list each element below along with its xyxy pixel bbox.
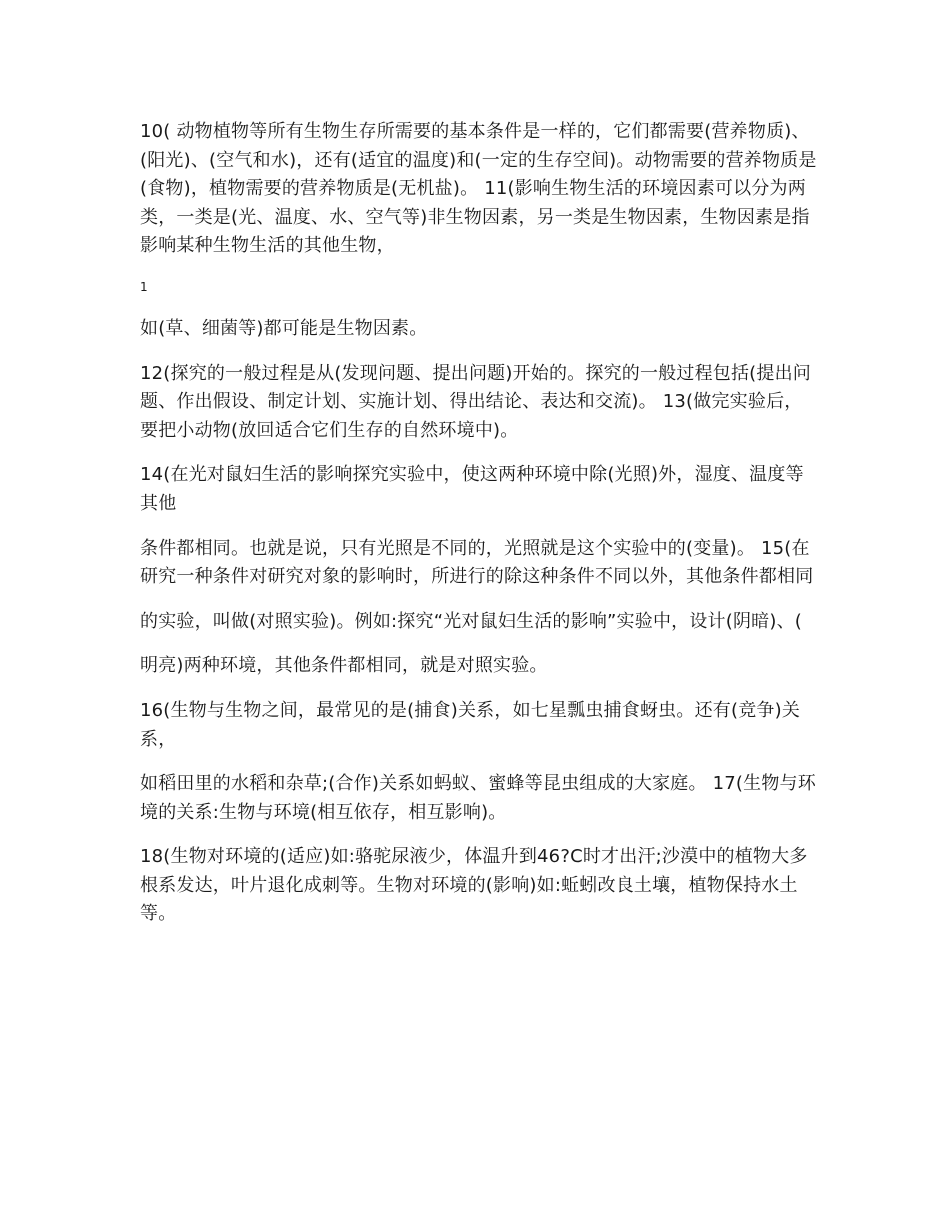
paragraph-16-17: 如稻田里的水稻和杂草;(合作)关系如蚂蚁、蜜蜂等昆虫组成的大家庭。 17(生物与环境的关系:生物与环境(相互依存，相互影响)。 xyxy=(140,773,816,823)
paragraph-12-13: 12(探究的一般过程是从(发现问题、提出问题)开始的。探究的一般过程包括(提出问题、作出假设、制定计划、实施计划、得出结论、表达和交流)。 13(做完实验后，要把小动物(放回适合它们生存的自然环境中)。 xyxy=(140,362,811,441)
paragraph-18: 18(生物对环境的(适应)如:骆驼尿液少，体温升到46?C时才出汗;沙漠中的植物大多根系发达，叶片退化成刺等。生物对环境的(影响)如:蚯蚓改良土壤，植物保持水土等。 xyxy=(140,846,808,925)
paragraph-14: 14(在光对鼠妇生活的影响探究实验中，使这两种环境中除(光照)外，湿度、温度等其他 xyxy=(140,464,804,514)
document-body xyxy=(140,118,820,945)
paragraph-15-cont: 的实验，叫做(对照实验)。例如:探究“光对鼠妇生活的影响”实验中，设计(阴暗)、( xyxy=(140,610,803,632)
paragraph-10-11: 10( 动物植物等所有生物生存所需要的基本条件是一样的，它们都需要(营养物质)、(阳光)、(空气和水)，还有(适宜的温度)和(一定的生存空间)。动物需要的营养物质是(食物)，植物需要的营养物质是(无机盐)。 11(影响生物生活的环境因素可以分为两类，一类是(光、温度、水、空气等)非生物因素，另一类是生物因素，生物因素是指影响某种生物生活的其他生物， xyxy=(140,121,817,257)
paragraph-15-end: 明亮)两种环境，其他条件都相同，就是对照实验。 xyxy=(140,655,548,677)
paragraph-14-15: 条件都相同。也就是说，只有光照是不同的，光照就是这个实验中的(变量)。 15(在研究一种条件对研究对象的影响时，所进行的除这种条件不同以外，其他条件都相同 xyxy=(140,537,814,588)
paragraph-16: 16(生物与生物之间，最常见的是(捕食)关系，如七星瓢虫捕食蚜虫。还有(竞争)关系， xyxy=(140,699,801,750)
page-number: 1 xyxy=(140,279,148,294)
paragraph-11-cont: 如(草、细菌等)都可能是生物因素。 xyxy=(140,317,428,339)
